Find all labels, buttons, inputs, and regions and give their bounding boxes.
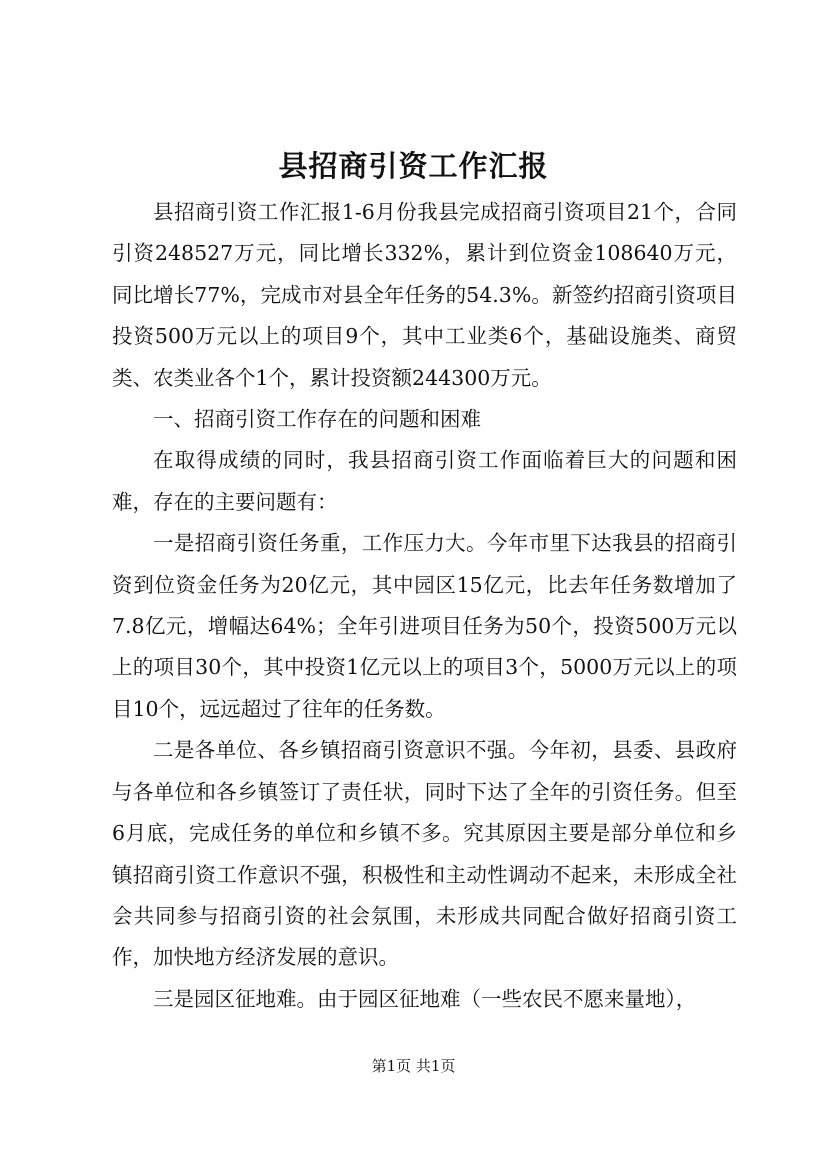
document-title: 县招商引资工作汇报 bbox=[278, 149, 549, 183]
paragraph-summary: 县招商引资工作汇报1-6月份我县完成招商引资项目21个，合同引资248527万元，同比增长332%，累计到位资金108640万元，同比增长77%，完成市对县全年任务的54.3%。新签约招商引资项目投资500万元以上的项目9个，其中工业类6个，基础设施类、商贸类、农类业各个1个，累计投资额244300万元。 bbox=[112, 200, 737, 390]
paragraph-problem-one: 一是招商引资任务重，工作压力大。今年市里下达我县的招商引资到位资金任务为20亿元，其中园区15亿元，比去年任务数增加了7.8亿元，增幅达64%；全年引进项目任务为50个，投资500万元以上的项目30个，其中投资1亿元以上的项目3个，5000万元以上的项目10个，远远超过了往年的任务数。 bbox=[112, 531, 737, 721]
paragraph-problems-intro: 在取得成绩的同时，我县招商引资工作面临着巨大的问题和困难，存在的主要问题有： bbox=[112, 448, 737, 514]
page-footer: 第1页 共1页 bbox=[371, 1057, 456, 1075]
paragraph-section-heading: 一、招商引资工作存在的问题和困难 bbox=[153, 407, 481, 432]
paragraph-problem-two: 二是各单位、各乡镇招商引资意识不强。今年初，县委、县政府与各单位和各乡镇签订了责任状，同时下达了全年的引资任务。但至6月底，完成任务的单位和乡镇不多。究其原因主要是部分单位和乡镇招商引资工作意识不强，积极性和主动性调动不起来，未形成全社会共同参与招商引资的社会氛围，未形成共同配合做好招商引资工作，加快地方经济发展的意识。 bbox=[112, 738, 737, 970]
document-body bbox=[112, 192, 737, 1020]
paragraph-problem-three: 三是园区征地难。由于园区征地难（一些农民不愿来量地）， bbox=[153, 986, 697, 1011]
